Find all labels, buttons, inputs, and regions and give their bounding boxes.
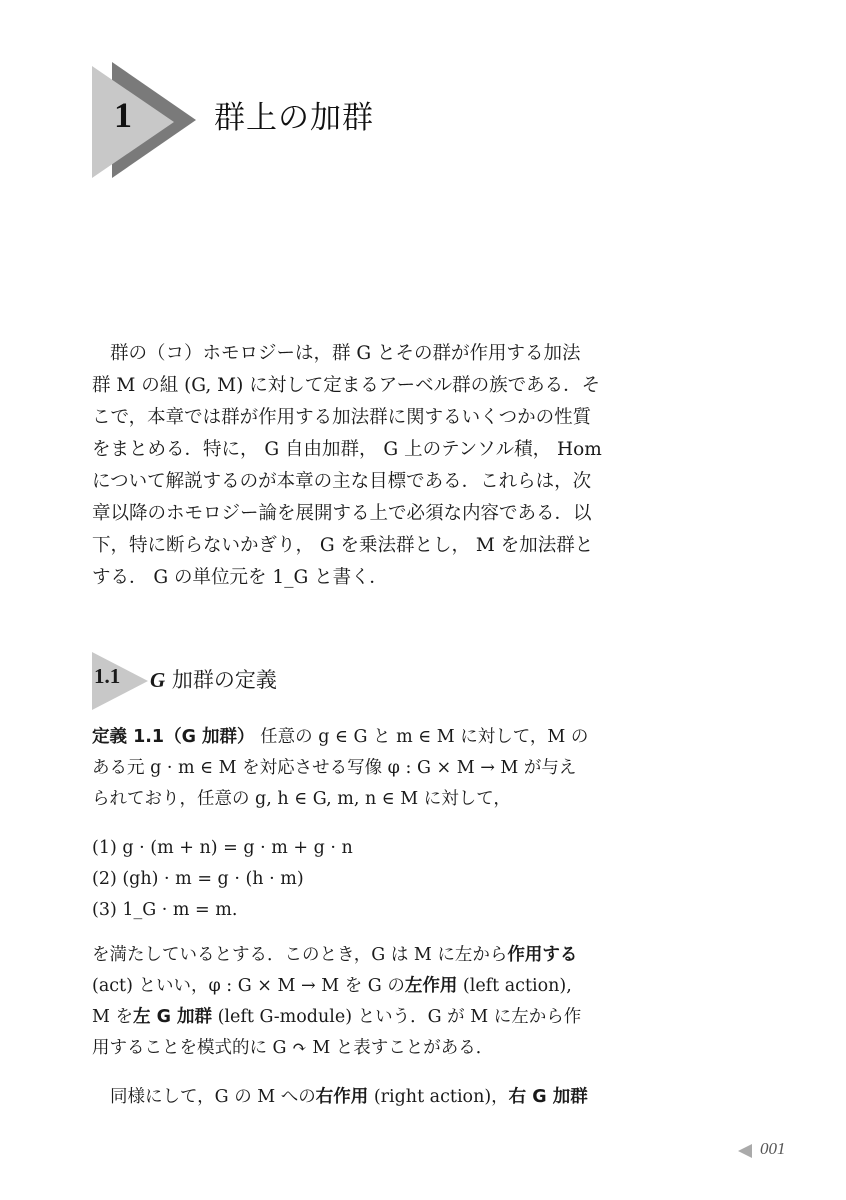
paragraph-line (92, 1002, 620, 1033)
term: 右作用 (315, 1087, 369, 1107)
final-paragraph (92, 1082, 620, 1113)
text: (act) といい，φ : G × M → M を G の (92, 976, 405, 996)
section-title-italic: G (150, 668, 166, 692)
definition-block (92, 722, 620, 815)
intro-line: について解説するのが本章の主な目標である．これらは，次 (92, 471, 592, 492)
definition-line (92, 722, 620, 753)
intro-line: こで，本章では群が作用する加法群に関するいくつかの性質 (92, 407, 592, 428)
text: (right action)， (368, 1087, 509, 1107)
paragraph-line (92, 971, 620, 1002)
intro-line: 群 M の組 (G, M) に対して定まるアーベル群の族である．そ (92, 375, 601, 396)
intro-line: をまとめる．特に， G 自由加群， G 上のテンソル積， Hom (92, 439, 602, 460)
definition-line: ある元 g · m ∈ M を対応させる写像 φ : G × M → M が与え (92, 758, 577, 778)
text: を満たしているとする．このとき，G は M に左から (92, 945, 508, 965)
section-title (150, 664, 277, 694)
term: 左作用 (404, 976, 458, 996)
term: 右 G 加群 (508, 1087, 588, 1107)
paragraph-line: 用することを模式的に G ↷ M と表すことがある． (92, 1038, 494, 1058)
term: 左 G 加群 (132, 1007, 213, 1027)
intro-line: する． G の単位元を 1_G と書く． (92, 567, 388, 588)
text: 同様にして，G の M への (110, 1087, 316, 1107)
paragraph-line (92, 1082, 620, 1113)
list-item: (1) g · (m + n) = g · m + g · n (92, 838, 353, 858)
list-item: (2) (gh) · m = g · (h · m) (92, 869, 304, 889)
definition-line: られており，任意の g, h ∈ G, m, n ∈ M に対して， (92, 789, 511, 809)
page-marker-icon (738, 1144, 752, 1158)
term: 作用する (507, 945, 578, 965)
chapter-title: 群上の加群 (214, 100, 374, 136)
chapter-number: 1 (114, 95, 132, 135)
text: (left action), (457, 976, 572, 996)
page-number: 001 (760, 1139, 786, 1158)
list-item: (3) 1_G · m = m. (92, 900, 238, 920)
text: M を (92, 1007, 133, 1027)
intro-line: 章以降のホモロジー論を展開する上で必須な内容である．以 (92, 503, 592, 524)
intro-line: 群の（コ）ホモロジーは，群 G とその群が作用する加法 (110, 343, 581, 364)
axiom-list (92, 833, 620, 926)
paragraph-line (92, 940, 620, 971)
section-number: 1.1 (94, 664, 121, 688)
text: (left G-module) という．G が M に左から作 (212, 1007, 582, 1027)
intro-paragraph (92, 338, 616, 594)
intro-line: 下，特に断らないかぎり， G を乗法群とし， M を加法群と (92, 535, 594, 556)
section-title-text: 加群の定義 (165, 668, 277, 692)
definition-text: 任意の g ∈ G と m ∈ M に対して，M の (254, 727, 589, 747)
explanation-paragraph (92, 940, 620, 1064)
definition-label: 定義 1.1（G 加群） (92, 727, 255, 747)
